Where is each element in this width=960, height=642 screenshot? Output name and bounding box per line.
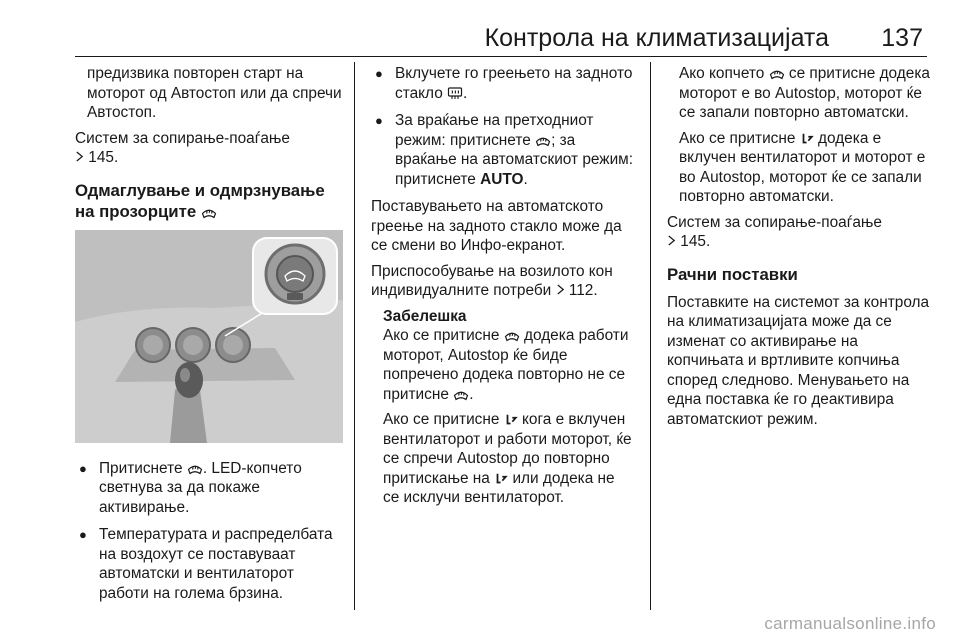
windshield-defrost-icon [769, 66, 785, 80]
page-ref-arrow-icon [667, 235, 676, 246]
rear-window-heat-icon [447, 86, 463, 100]
page-ref-arrow-icon [75, 151, 84, 162]
windshield-defrost-icon [187, 461, 203, 475]
page-ref-link[interactable]: 112. [568, 282, 598, 299]
fan-icon [494, 472, 508, 485]
header-title: Контрола на климатизацијата [484, 24, 829, 52]
column-1 [75, 64, 343, 611]
info-display-paragraph: Поставувањето на автоматското греење на задното стакло може да се смени во Инфо-екранот. [371, 198, 622, 254]
page-ref-link[interactable]: 145. [680, 233, 711, 250]
page-ref-arrow-icon [556, 284, 565, 295]
system-reference: Систем за сопирање-поаѓање 145. [667, 213, 882, 250]
dashboard-illustration [75, 230, 343, 443]
intro-text: предизвика повторен старт на моторот од Автостоп или да спречи Автостоп. [87, 65, 342, 121]
column-2 [371, 64, 635, 514]
section-heading-defrost: Одмаглување и одмрзнување на прозорците [75, 180, 325, 221]
note-paragraph-4: Ако се притисне додека е вклучен вентилаторот и моторот е во Autostop, моторот ќе се запали повторно автоматски. [679, 129, 926, 205]
personalization-paragraph: Приспособување на возилото кон индивидуалните потреби 112. [371, 262, 613, 299]
climate-control-figure [75, 230, 343, 443]
fan-icon [504, 413, 518, 426]
column-divider-1 [354, 62, 355, 610]
system-reference: Систем за сопирање-поаѓање 145. [75, 129, 290, 166]
windshield-defrost-icon [535, 133, 551, 147]
list-item: ● Вклучете го греењето на задното стакло . [371, 64, 635, 103]
defrost-steps-list [75, 459, 343, 604]
list-item: ● За враќање на претходниот режим: притиснете ; за враќање на автоматскиот режим: притиснете AUTO. [371, 111, 635, 189]
column-divider-2 [650, 62, 651, 610]
windshield-defrost-icon [201, 205, 217, 219]
list-item: ● Температурата и распределбата на воздохут се поставуваат автоматски и вентилаторот работи на голема брзина. [75, 525, 343, 603]
manual-settings-paragraph: Поставките на системот за контрола на климатизацијата може да се изменат со активирање на копчињата и вртливите копчиња според следново. Менувањето на една поставка ќе го деактивира автоматскиот режим. [667, 293, 930, 428]
section-heading-manual: Рачни поставки [667, 264, 798, 284]
list-item: ● Притиснете . LED-копчето светнува за да покаже активирање. [75, 459, 343, 518]
windshield-defrost-icon [504, 328, 520, 342]
column-3 [667, 64, 930, 435]
note-paragraph-3: Ако копчето се притисне додека моторот е во Autostop, моторот ќе се запали повторно автоматски. [679, 65, 930, 121]
rear-window-list [371, 64, 635, 189]
page-header [75, 22, 927, 57]
fan-icon [800, 132, 814, 145]
watermark: carmanualsonline.info [764, 614, 936, 633]
note-paragraph-2: Ако се притисне кога е вклучен вентилаторот и работи моторот, ќе се спречи Autostop до повторно притискање на или додека не се исклучи вентилаторот. [383, 411, 632, 506]
page-number: 137 [881, 24, 923, 52]
windshield-defrost-icon [453, 387, 469, 401]
page-ref-link[interactable]: 145. [88, 149, 119, 166]
note-heading: Забелешка [383, 307, 467, 325]
note-paragraph-1: Ако се притисне додека работи моторот, Autostop ќе биде попречено додека повторно не се притисне . [383, 327, 629, 403]
